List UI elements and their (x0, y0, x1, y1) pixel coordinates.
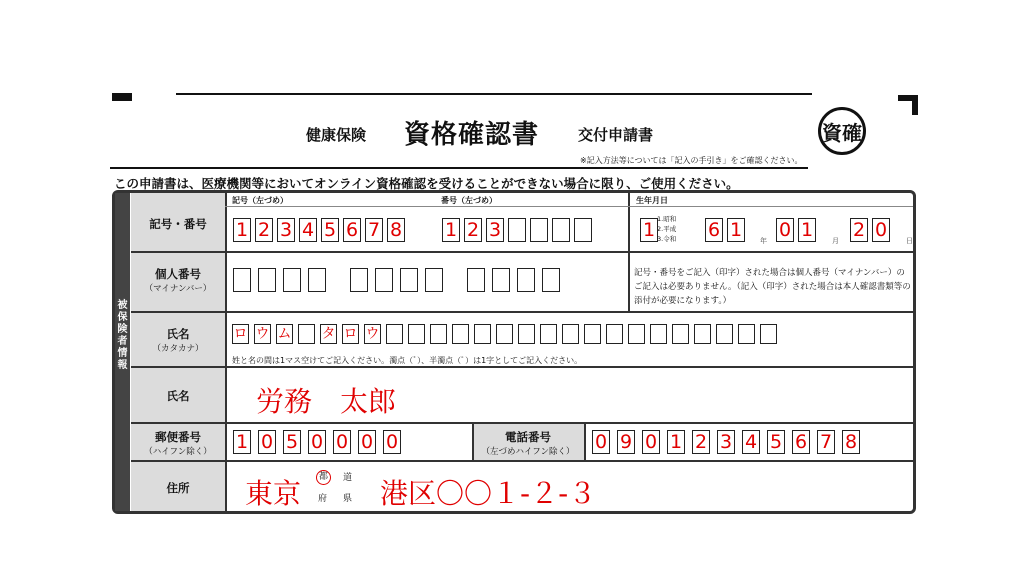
mynumber-digit-box[interactable] (400, 268, 418, 292)
mynumber-digit-box[interactable] (492, 268, 510, 292)
era-option: 1.昭和 (657, 215, 677, 223)
month-unit: 月 (832, 237, 839, 245)
column-divider (628, 253, 630, 311)
mynumber-digit-box[interactable] (283, 268, 301, 292)
mynumber-digit-box[interactable] (350, 268, 368, 292)
seal-stamp: 資確 (818, 107, 866, 155)
row-divider (131, 311, 913, 313)
top-rule (176, 93, 812, 95)
row-divider (131, 422, 913, 424)
side-label-char: 被 (117, 300, 128, 311)
bangou-digit-box[interactable]: 1 (442, 218, 460, 242)
label-name: 氏名 (166, 389, 190, 403)
kana-char-box[interactable] (650, 324, 667, 344)
kana-char-box[interactable] (716, 324, 733, 344)
era-digit-box[interactable]: 1 (640, 218, 658, 242)
side-label-char: 報 (117, 360, 128, 371)
column-divider (225, 193, 227, 511)
label-postal-main: 郵便番号 (155, 430, 201, 444)
mynumber-digit-box[interactable] (425, 268, 443, 292)
bangou-digit-box[interactable] (508, 218, 526, 242)
label-kana (131, 326, 225, 354)
phone-digit-box[interactable]: 2 (692, 430, 710, 454)
title-suffix: 交付申請書 (578, 126, 654, 144)
postal-digit-box[interactable]: 0 (333, 430, 351, 454)
phone-digit-box[interactable]: 3 (717, 430, 735, 454)
mynumber-digit-box[interactable] (233, 268, 251, 292)
title-prefix: 健康保険 (306, 126, 367, 144)
kigou-digit-box[interactable]: 3 (277, 218, 295, 242)
header-birth: 生年月日 (636, 196, 668, 205)
kana-char-box[interactable] (518, 324, 535, 344)
side-label-char: 者 (117, 336, 128, 347)
column-divider (584, 424, 586, 460)
label-kana-sub: （カタカナ） (152, 344, 204, 354)
kana-note: 姓と名の間は1マス空けてご記入ください。濁点（ﾞ）、半濁点（ﾟ）は1字としてご記入ください。 (232, 356, 583, 365)
kana-char-box[interactable] (628, 324, 645, 344)
month-digit-box[interactable]: 0 (776, 218, 794, 242)
header-bangou: 番号（左づめ） (441, 196, 497, 205)
page-title: 資格確認書 (404, 120, 540, 150)
mynumber-digit-box[interactable] (258, 268, 276, 292)
mynumber-note: 記号・番号をご記入（印字）された場合は個人番号（マイナンバー）のご記入は必要ありません。（記入（印字）された場合は本人確認書類等の添付が必要になります。） (634, 268, 911, 306)
bangou-digit-box[interactable]: 3 (486, 218, 504, 242)
phone-digit-box[interactable]: 8 (842, 430, 860, 454)
kana-char-box[interactable]: ム (277, 326, 292, 342)
phone-digit-box[interactable]: 6 (792, 430, 810, 454)
mynumber-digit-box[interactable] (517, 268, 535, 292)
postal-digit-box[interactable]: 0 (383, 430, 401, 454)
header-rule (225, 206, 913, 207)
kana-char-box[interactable] (430, 324, 447, 344)
side-label-char: 険 (117, 324, 128, 335)
kana-char-box[interactable] (584, 324, 601, 344)
header-kigou: 記号（左づめ） (232, 196, 288, 205)
era-option: 3.令和 (657, 235, 677, 243)
pref-unit-fu[interactable]: 府 (317, 494, 327, 504)
kana-char-box[interactable]: ロ (233, 326, 248, 342)
label-kigou: 記号・番号 (149, 217, 207, 231)
kana-char-box[interactable] (386, 324, 403, 344)
side-label-char: 情 (117, 348, 128, 359)
kigou-digit-box[interactable]: 2 (255, 218, 273, 242)
note-top: ※記入方法等については「記入の手引き」をご確認ください。 (580, 156, 803, 165)
postal-digit-box[interactable]: 0 (358, 430, 376, 454)
kana-char-box[interactable] (562, 324, 579, 344)
kigou-digit-box[interactable]: 6 (343, 218, 361, 242)
kigou-digit-box[interactable]: 7 (365, 218, 383, 242)
pref-unit-ken[interactable]: 県 (342, 494, 352, 504)
instruction-rule (110, 167, 808, 169)
kana-char-box[interactable] (606, 324, 623, 344)
kigou-digit-box[interactable]: 1 (233, 218, 251, 242)
phone-digit-box[interactable]: 0 (642, 430, 660, 454)
bangou-digit-box[interactable] (574, 218, 592, 242)
year-unit: 年 (760, 237, 767, 245)
label-address: 住所 (166, 481, 190, 495)
kana-char-box[interactable] (540, 324, 557, 344)
mynumber-digit-box[interactable] (467, 268, 485, 292)
era-option: 2.平成 (657, 225, 677, 233)
kana-char-box[interactable] (672, 324, 689, 344)
kana-char-box[interactable] (738, 324, 755, 344)
kana-char-box[interactable] (496, 324, 513, 344)
label-kojin (131, 266, 225, 294)
mynumber-digit-box[interactable] (308, 268, 326, 292)
phone-digit-box[interactable]: 9 (617, 430, 635, 454)
kana-char-box[interactable] (298, 324, 315, 344)
row-divider (131, 460, 913, 462)
phone-digit-box[interactable]: 7 (817, 430, 835, 454)
kigou-digit-box[interactable]: 8 (387, 218, 405, 242)
postal-digit-box[interactable]: 5 (283, 430, 301, 454)
kigou-digit-box[interactable]: 4 (299, 218, 317, 242)
label-phone-sub: （左づめハイフン除く） (481, 447, 575, 457)
label-kana-main: 氏名 (166, 327, 190, 341)
phone-digit-box[interactable]: 4 (742, 430, 760, 454)
mynumber-digit-box[interactable] (542, 268, 560, 292)
instruction-text: この申請書は、医療機関等においてオンライン資格確認を受けることができない場合に限り、ご使用ください。 (114, 176, 739, 191)
year-digit-box[interactable]: 6 (705, 218, 723, 242)
pref-unit-dou[interactable]: 道 (342, 473, 352, 483)
kana-char-box[interactable] (474, 324, 491, 344)
name-field[interactable]: 労務 太郎 (256, 385, 397, 418)
kana-char-box[interactable]: ウ (365, 326, 380, 342)
phone-digit-box[interactable]: 1 (667, 430, 685, 454)
side-label-char: 保 (117, 312, 128, 323)
label-postal (131, 429, 225, 457)
kana-char-box[interactable]: ロ (343, 326, 358, 342)
day-digit-box[interactable]: 2 (850, 218, 868, 242)
kana-char-box[interactable] (760, 324, 777, 344)
row-divider (131, 366, 913, 368)
label-postal-sub: （ハイフン除く） (144, 447, 212, 457)
kana-char-box[interactable] (694, 324, 711, 344)
day-digit-box[interactable]: 0 (872, 218, 890, 242)
label-phone (472, 429, 584, 457)
bangou-digit-box[interactable]: 2 (464, 218, 482, 242)
column-divider (628, 193, 630, 251)
year-digit-box[interactable]: 1 (727, 218, 745, 242)
address-prefecture[interactable]: 東京 (245, 477, 302, 510)
postal-digit-box[interactable]: 0 (308, 430, 326, 454)
label-kojin-main: 個人番号 (155, 267, 201, 281)
phone-digit-box[interactable]: 5 (767, 430, 785, 454)
kana-char-box[interactable]: ウ (255, 326, 270, 342)
row-divider (131, 251, 913, 253)
mynumber-digit-box[interactable] (375, 268, 393, 292)
registration-mark-right-vertical (912, 95, 918, 115)
bangou-digit-box[interactable] (552, 218, 570, 242)
label-phone-main: 電話番号 (505, 430, 551, 444)
phone-digit-box[interactable]: 0 (592, 430, 610, 454)
side-label (115, 300, 130, 372)
registration-mark-left (112, 93, 132, 101)
kana-char-box[interactable] (408, 324, 425, 344)
kana-char-box[interactable]: タ (321, 326, 336, 342)
kana-char-box[interactable] (452, 324, 469, 344)
postal-digit-box[interactable]: 0 (258, 430, 276, 454)
bangou-digit-box[interactable] (530, 218, 548, 242)
month-digit-box[interactable]: 1 (798, 218, 816, 242)
address-rest[interactable]: 港区〇〇１-２-３ (380, 477, 597, 510)
kigou-digit-box[interactable]: 5 (321, 218, 339, 242)
era-options (657, 214, 676, 244)
pref-unit-to[interactable]: 都 (316, 470, 331, 485)
day-unit: 日 (906, 237, 913, 245)
label-kojin-sub: （マイナンバー） (144, 284, 212, 294)
postal-digit-box[interactable]: 1 (233, 430, 251, 454)
